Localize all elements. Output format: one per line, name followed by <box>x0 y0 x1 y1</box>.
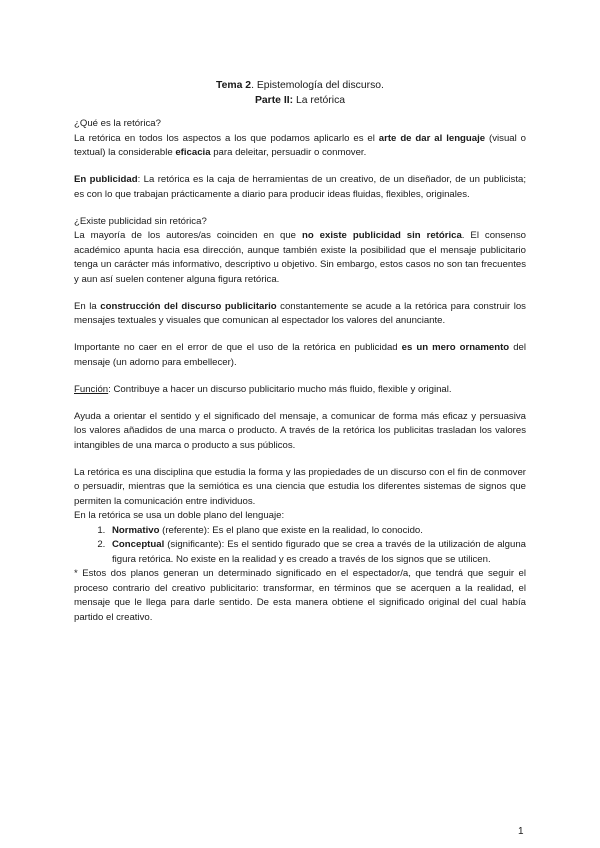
paragraph-ornament: Importante no caer en el error de que el uso de la retórica en publicidad es un mero ornamento del mensaje (un adorno para embellecer). <box>74 342 527 368</box>
title-line-1: Tema 2. Epistemología del discurso. <box>216 80 384 91</box>
question-what-is-rhetoric: ¿Qué es la retórica? <box>74 118 161 129</box>
title-line-2: Parte II: La retórica <box>254 95 346 106</box>
footnote-paragraph: * Estos dos planos generan un determinado significado en el espectador/a, que tendrá que seguir el proceso contrario del creativo publicitario: transformar, en términos que se acerquen a la realidad, el mensaje que le llega para darle sentido. De esta manera obtiene el significado original del cual había partido el creativo. <box>74 568 526 623</box>
paragraph-semiotics: La retórica es una disciplina que estudia la forma y las propiedades de un discurso con el fin de conmover o persuadir, mientras que la semiótica es una ciencia que estudia los diferentes sistemas de signos que permiten la comunicación entre individuos. <box>74 466 526 507</box>
list-item: 2. Conceptual (significante): Es el sentido figurado que se crea a través de la utilización de alguna figura retórica. No existe en la realidad y es creado a través de los signos que se utilicen. <box>108 538 526 567</box>
paragraph-construction: En la construcción del discurso publicitario constantemente se acude a la retórica para construir los mensajes textuales y visuales que comunican al espectador los valores del anunciante. <box>74 300 526 326</box>
paragraph-consensus: La mayoría de los autores/as coinciden en que no existe publicidad sin retórica. El consenso académico apunta hacia esa dirección, aunque también existe la posibilidad que el mensaje publicitario tenga un carácter más informativo, descriptivo u objetivo. Sin embargo, estos casos no son tan frecuentes y aun así suelen contener alguna figura retórica. <box>74 230 526 285</box>
page-number: 1 <box>518 826 524 837</box>
paragraph-function: Función: Contribuye a hacer un discurso publicitario mucho más fluido, flexible y original. <box>74 383 452 395</box>
paragraph-advertising: En publicidad: La retórica es la caja de herramientas de un creativo, de un diseñador, de un publicista; es con lo que trabajan prácticamente a diario para producir ideas fluidas, flexibles, originales. <box>74 174 526 200</box>
language-planes-list <box>74 524 526 568</box>
document-title <box>74 78 526 108</box>
list-item: 1. Normativo (referente): Es el plano que existe en la realidad, lo conocido. <box>108 524 526 539</box>
paragraph-orientation: Ayuda a orientar el sentido y el significado del mensaje, a comunicar de forma más eficaz y persuasiva los valores añadidos de una marca o producto. A través de la retórica los publicitas trasladan los valores intangibles de una marca o producto a sus públicos. <box>74 410 526 451</box>
document-body <box>74 78 526 625</box>
paragraph-definition: La retórica en todos los aspectos a los que podamos aplicarlo es el arte de dar al lenguaje (visual o textual) la considerable eficacia para deleitar, persuadir o conmover. <box>74 132 527 158</box>
paragraph-double-plane: En la retórica se usa un doble plano del lenguaje: <box>74 510 285 521</box>
question-advertising-without-rhetoric: ¿Existe publicidad sin retórica? <box>74 215 207 227</box>
